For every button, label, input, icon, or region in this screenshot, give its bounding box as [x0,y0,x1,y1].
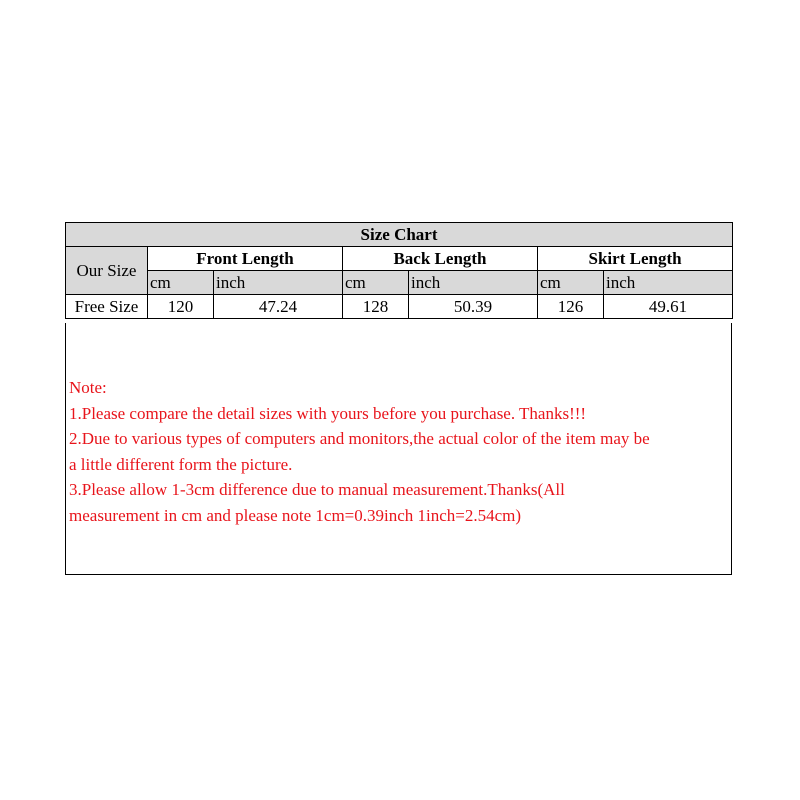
notes-box [65,323,732,575]
size-cell: Free Size [66,295,148,319]
back-inch-value: 50.39 [409,295,538,319]
front-cm-unit: cm [148,271,214,295]
skirt-inch-value: 49.61 [604,295,733,319]
table-row [66,295,733,319]
note-line: 2.Due to various types of computers and monitors,the actual color of the item may be [69,429,650,448]
note-heading: Note: [69,378,107,397]
our-size-header: Our Size [66,247,148,295]
size-chart-title: Size Chart [66,223,733,247]
skirt-inch-unit: inch [604,271,733,295]
skirt-cm-unit: cm [538,271,604,295]
back-cm-value: 128 [343,295,409,319]
skirt-length-header: Skirt Length [538,247,733,271]
back-cm-unit: cm [343,271,409,295]
note-line: measurement in cm and please note 1cm=0.39inch 1inch=2.54cm) [69,505,522,525]
front-inch-value: 47.24 [214,295,343,319]
front-length-header: Front Length [148,247,343,271]
size-chart-table [65,222,733,319]
back-length-header: Back Length [343,247,538,271]
front-inch-unit: inch [214,271,343,295]
back-inch-unit: inch [409,271,538,295]
note-line: a little different form the picture. [69,454,293,474]
front-cm-value: 120 [148,295,214,319]
note-line: 1.Please compare the detail sizes with yours before you purchase. Thanks!!! [69,403,587,423]
note-line: 3.Please allow 1-3cm difference due to manual measurement.Thanks(All [69,480,565,499]
skirt-cm-value: 126 [538,295,604,319]
